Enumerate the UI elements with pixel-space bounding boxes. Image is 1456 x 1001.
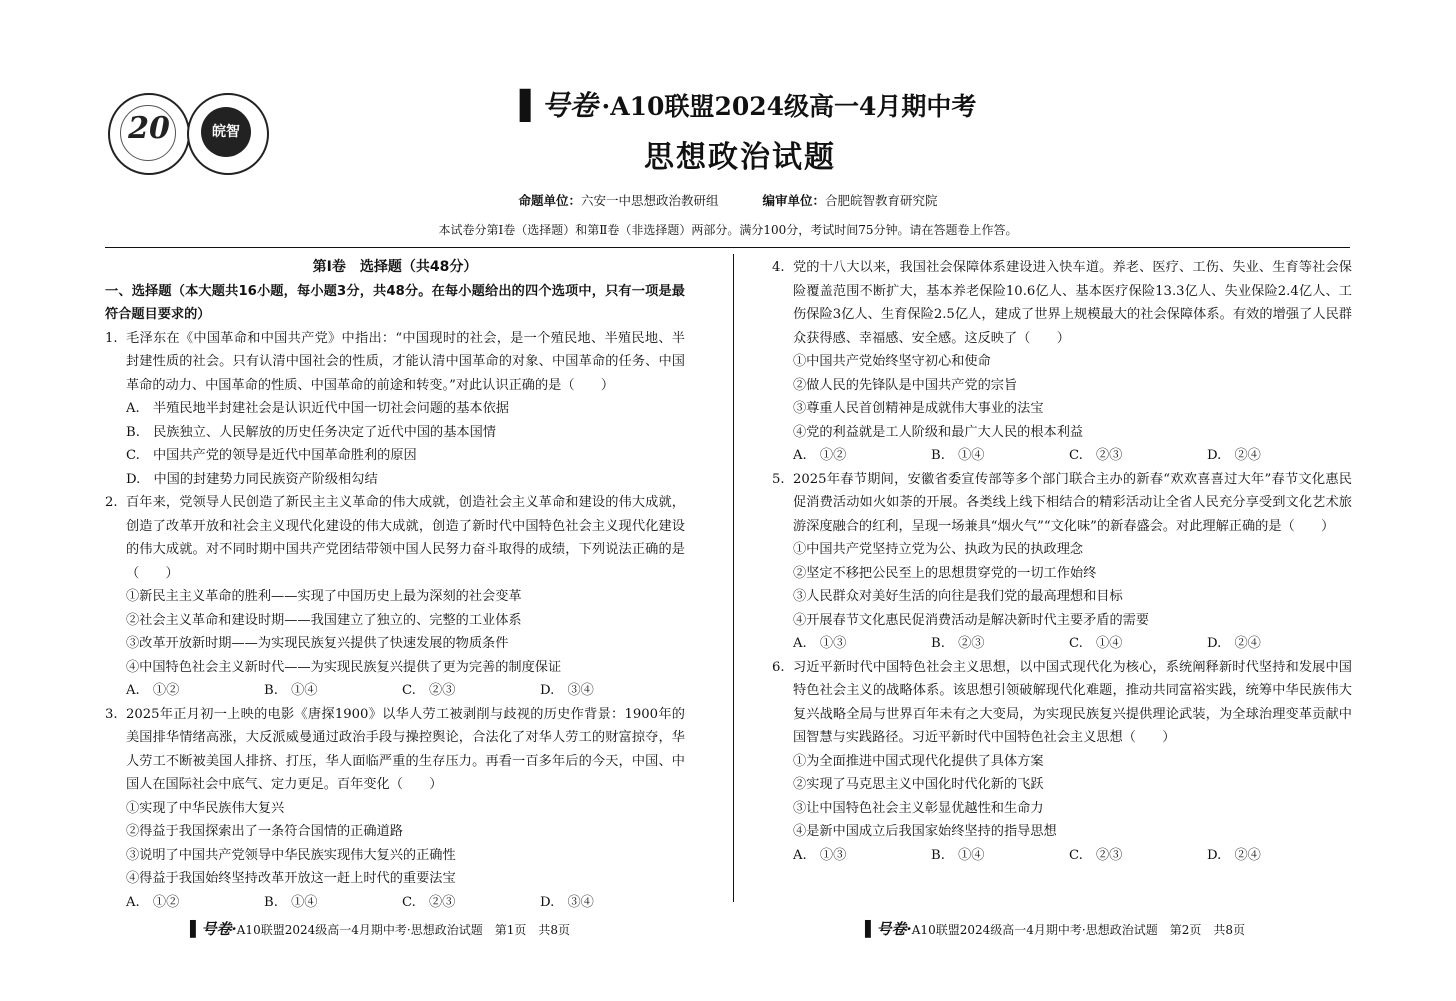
statement-item: ③说明了中国共产党领导中华民族实现伟大复兴的正确性 — [126, 847, 456, 863]
footer-left-text: A10联盟2024级高一4月期中考·思想政治试题 第1页 共8页 — [236, 923, 570, 937]
choice-b: B. ①④ — [931, 847, 985, 863]
subject-title: 思想政治试题 — [644, 140, 836, 175]
statement-item: ①中国共产党始终坚守初心和使命 — [793, 354, 991, 369]
option-item: A. 半殖民地半封建社会是认识近代中国一切社会问题的基本依据 — [126, 401, 509, 416]
statement-item: ①中国共产党坚持立党为公、执政为民的执政理念 — [793, 542, 1084, 557]
statement-item: ③尊重人民首创精神是成就伟大事业的法宝 — [793, 401, 1044, 416]
statement-item: ①新民主主义革命的胜利——实现了中国历史上最为深刻的社会变革 — [126, 589, 522, 604]
choice-d: D. ②④ — [1207, 847, 1261, 863]
answer-choices — [772, 632, 1352, 656]
footer-right-text: A10联盟2024级高一4月期中考·思想政治试题 第2页 共8页 — [911, 923, 1245, 937]
question-stem: 3. 2025年正月初一上映的电影《唐探1900》以华人劳工被剥削与歧视的历史作背景：1900年的美国排华情绪高涨，大反派威曼通过政治手段与操控舆论，合法化了对华人劳工的财富掠夺，华人劳工不断被美国人排挤、打压，华人面临严重的生存压力。再看一百多年后的今天，中国、中国人在国际社会中底气、定力更足。百年变化（ ） — [105, 703, 685, 797]
statement-item: ④得益于我国始终坚持改革开放这一赶上时代的重要法宝 — [126, 871, 456, 886]
column-divider — [733, 254, 734, 902]
choice-b: B. ①④ — [264, 683, 318, 698]
question-3 — [105, 703, 685, 915]
statement-item: ③人民群众对美好生活的向往是我们党的最高理想和目标 — [793, 589, 1123, 604]
choice-c: C. ②③ — [1069, 448, 1123, 463]
right-column — [772, 256, 1352, 867]
statement-item: ②得益于我国探索出了一条符合国情的正确道路 — [126, 824, 403, 839]
choice-c: C. ②③ — [402, 894, 456, 910]
statement-item: ④开展春节文化惠民促消费活动是解决新时代主要矛盾的需要 — [793, 612, 1150, 628]
question-number: 1. — [105, 330, 118, 346]
footer-brand-mark: ▌号卷· — [865, 920, 912, 938]
alliance-logo-number: 20 — [128, 111, 170, 146]
left-column — [105, 256, 685, 914]
wanzhi-education-logo — [187, 93, 269, 175]
question-stem: 4. 党的十八大以来，我国社会保障体系建设进入快车道。养老、医疗、工伤、失业、生育等社会保险覆盖范围不断扩大，基本养老保险10.6亿人、基本医疗保险13.3亿人、失业保险2.4亿人、工伤保险3亿人、生育保险2.5亿人，建成了世界上规模最大的社会保障体系。有效的增强了人民群众获得感、幸福感、安全感。这反映了（ ） — [772, 256, 1352, 350]
unit-value-1: 六安一中思想政治教研组 — [580, 193, 719, 208]
question-1 — [105, 327, 685, 492]
choice-a: A. ①③ — [793, 847, 847, 863]
answer-choices — [772, 444, 1352, 468]
statement-item: ④是新中国成立后我国家始终坚持的指导思想 — [793, 824, 1057, 839]
footer-brand-mark: ▌号卷· — [190, 920, 237, 938]
section-instruction: 一、选择题（本大题共16小题，每小题3分，共48分。在每小题给出的四个选项中，只有一项是最符合题目要求的） — [105, 283, 685, 322]
question-number: 5. — [772, 471, 785, 487]
statement-item: ④党的利益就是工人阶级和最广大人民的根本利益 — [793, 424, 1084, 440]
question-stem: 6. 习近平新时代中国特色社会主义思想，以中国式现代化为核心，系统阐释新时代坚持和发展中国特色社会主义的战略体系。该思想引领破解现代化难题，推动共同富裕实践，统筹中华民族伟大复兴战略全局与世界百年未有之大变局，为实现民族复兴提供理论武装，为全球治理变革贡献中国智慧与实践路径。习近平新时代中国特色社会主义思想（ ） — [772, 656, 1352, 750]
exam-title — [520, 84, 977, 124]
statement-item: ②社会主义革命和建设时期——我国建立了独立的、完整的工业体系 — [126, 612, 522, 628]
footer-right — [865, 918, 1245, 939]
option-item: D. 中国的封建势力同民族资产阶级相勾结 — [126, 471, 378, 487]
choice-b: B. ①④ — [264, 894, 318, 910]
answer-choices — [772, 844, 1352, 868]
statement-item: ②实现了马克思主义中国化时代化新的飞跃 — [793, 777, 1044, 792]
choice-d: D. ②④ — [1207, 636, 1261, 651]
alliance-logo — [108, 93, 190, 175]
exam-note: 本试卷分第Ⅰ卷（选择题）和第Ⅱ卷（非选择题）两部分。满分100分，考试时间75分钟。请在答题卷上作答。 — [438, 223, 1018, 237]
question-number: 2. — [105, 495, 118, 510]
exam-title-text: ·A10联盟2024级高一4月期中考 — [601, 92, 977, 121]
choice-a: A. ①② — [793, 448, 847, 463]
choice-c: C. ②③ — [402, 683, 456, 698]
wanzhi-logo-text: 皖智 — [212, 124, 240, 140]
statement-item: ③改革开放新时期——为实现民族复兴提供了快速发展的物质条件 — [126, 636, 509, 651]
option-item: C. 中国共产党的领导是近代中国革命胜利的原因 — [126, 448, 417, 463]
statement-item: ④中国特色社会主义新时代——为实现民族复兴提供了更为完善的制度保证 — [126, 659, 562, 675]
option-item: B. 民族独立、人民解放的历史任务决定了近代中国的基本国情 — [126, 424, 496, 440]
choice-c: C. ②③ — [1069, 847, 1123, 863]
footer-left — [190, 918, 570, 939]
choice-b: B. ①④ — [931, 448, 985, 463]
brand-mark: ▌号卷 — [520, 89, 598, 122]
question-2 — [105, 491, 685, 703]
choice-b: B. ②③ — [931, 636, 985, 651]
statement-item: ①为全面推进中国式现代化提供了具体方案 — [793, 753, 1044, 769]
choice-d: D. ③④ — [540, 894, 594, 910]
statement-item: ②坚定不移把公民至上的思想贯穿党的一切工作始终 — [793, 565, 1097, 581]
question-number: 6. — [772, 659, 785, 675]
question-6 — [772, 656, 1352, 868]
statement-item: ②做人民的先锋队是中国共产党的宗旨 — [793, 377, 1018, 393]
unit-line — [0, 191, 1456, 209]
question-stem: 2. 百年来，党领导人民创造了新民主主义革命的伟大成就，创造社会主义革命和建设的伟大成就，创造了改革开放和社会主义现代化建设的伟大成就，创造了新时代中国特色社会主义现代化建设的伟大成就。对不同时期中国共产党团结带领中国人民努力奋斗取得的成绩，下列说法正确的是（ ） — [105, 491, 685, 585]
question-4 — [772, 256, 1352, 468]
question-stem: 1. 毛泽东在《中国革命和中国共产党》中指出：“中国现时的社会，是一个殖民地、半殖民地、半封建性质的社会。只有认清中国社会的性质，才能认清中国革命的对象、中国革命的任务、中国革命的动力、中国革命的性质、中国革命的前途和转变。”对此认识正确的是（ ） — [105, 327, 685, 398]
question-number: 4. — [772, 260, 785, 275]
section-title: 第Ⅰ卷 选择题（共48分） — [312, 259, 478, 275]
unit-label-1: 命题单位： — [518, 193, 581, 208]
answer-choices — [105, 679, 685, 703]
statement-item: ①实现了中华民族伟大复兴 — [126, 800, 285, 816]
unit-label-2: 编审单位： — [762, 193, 826, 208]
question-stem: 5. 2025年春节期间，安徽省委宣传部等多个部门联合主办的新春“欢欢喜喜过大年”春节文化惠民促消费活动如火如荼的开展。各类线上线下相结合的精彩活动让全省人民充分享受到文化艺术旅游深度融合的红利，呈现一场兼具“烟火气”“文化味”的新春盛会。对此理解正确的是（ ） — [772, 468, 1352, 539]
unit-value-2: 合肥皖智教育研究院 — [825, 193, 938, 208]
choice-d: D. ③④ — [540, 683, 594, 698]
choice-a: A. ①② — [126, 683, 180, 698]
header-divider — [105, 247, 1350, 248]
answer-choices — [105, 891, 685, 915]
question-5 — [772, 468, 1352, 656]
choice-d: D. ②④ — [1207, 448, 1261, 463]
choice-c: C. ①④ — [1069, 636, 1123, 651]
statement-item: ③让中国特色社会主义彰显优越性和生命力 — [793, 800, 1044, 816]
choice-a: A. ①② — [126, 894, 180, 910]
question-number: 3. — [105, 706, 118, 722]
choice-a: A. ①③ — [793, 636, 847, 651]
